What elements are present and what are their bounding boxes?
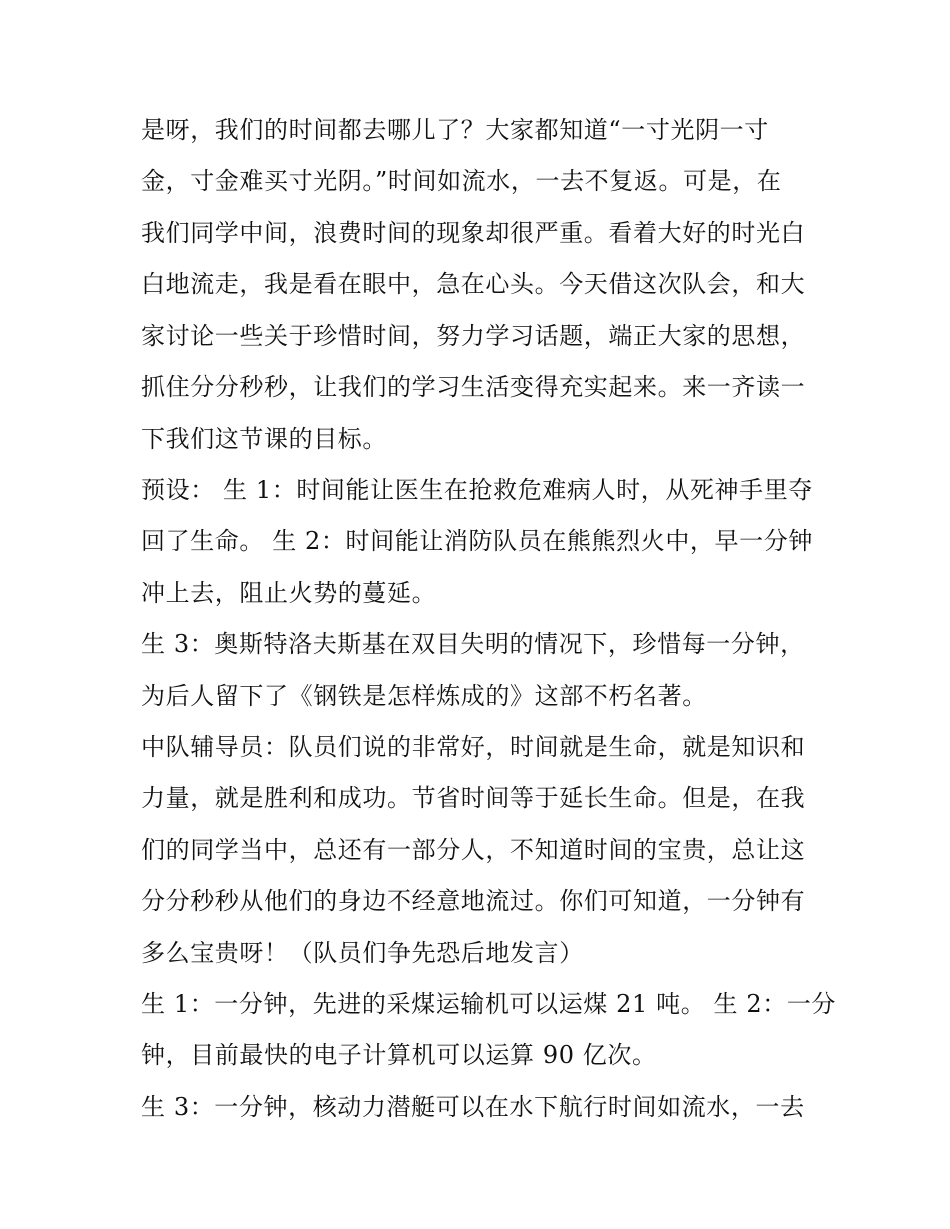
text-line: 分分秒秒从他们的身边不经意地流过。你们可知道，一分钟有 — [141, 887, 806, 915]
text-line: 预设： 生 1：时间能让医生在抢救危难病人时，从死神手里夺 — [141, 476, 813, 504]
text-line: 钟，目前最快的电子计算机可以运算 90 亿次。 — [141, 1041, 657, 1069]
text-line: 冲上去，阻止火势的蔓延。 — [141, 579, 437, 607]
text-line: 我们同学中间，浪费时间的现象却很严重。看着大好的时光白 — [141, 219, 806, 247]
text-line: 回了生命。 生 2：时间能让消防队员在熊熊烈火中，早一分钟 — [141, 527, 813, 555]
text-line: 力量，就是胜利和成功。节省时间等于延长生命。但是，在我 — [141, 784, 806, 812]
text-line: 生 3：奥斯特洛夫斯基在双目失明的情况下，珍惜每一分钟， — [141, 630, 805, 658]
text-line: 是呀，我们的时间都去哪儿了？大家都知道“一寸光阴一寸 — [141, 116, 769, 144]
text-line: 为后人留下了《钢铁是怎样炼成的》这部不朽名著。 — [141, 682, 707, 710]
text-line: 们的同学当中，总还有一部分人，不知道时间的宝贵，总让这 — [141, 836, 806, 864]
text-line: 金，寸金难买寸光阴。”时间如流水，一去不复返。可是，在 — [141, 167, 782, 195]
text-line: 生 3：一分钟，核动力潜艇可以在水下航行时间如流水，一去 — [141, 1093, 805, 1121]
text-line: 下我们这节课的目标。 — [141, 425, 387, 453]
text-line: 多么宝贵呀！（队员们争先恐后地发言） — [141, 939, 584, 967]
text-line: 生 1：一分钟，先进的采煤运输机可以运煤 21 吨。 生 2：一分 — [141, 990, 837, 1018]
text-line: 中队辅导员：队员们说的非常好，时间就是生命，就是知识和 — [141, 733, 806, 761]
text-line: 抓住分分秒秒，让我们的学习生活变得充实起来。来一齐读一 — [141, 373, 806, 401]
text-line: 白地流走，我是看在眼中，急在心头。今天借这次队会，和大 — [141, 270, 806, 298]
text-line: 家讨论一些关于珍惜时间，努力学习话题，端正大家的思想， — [141, 322, 806, 350]
